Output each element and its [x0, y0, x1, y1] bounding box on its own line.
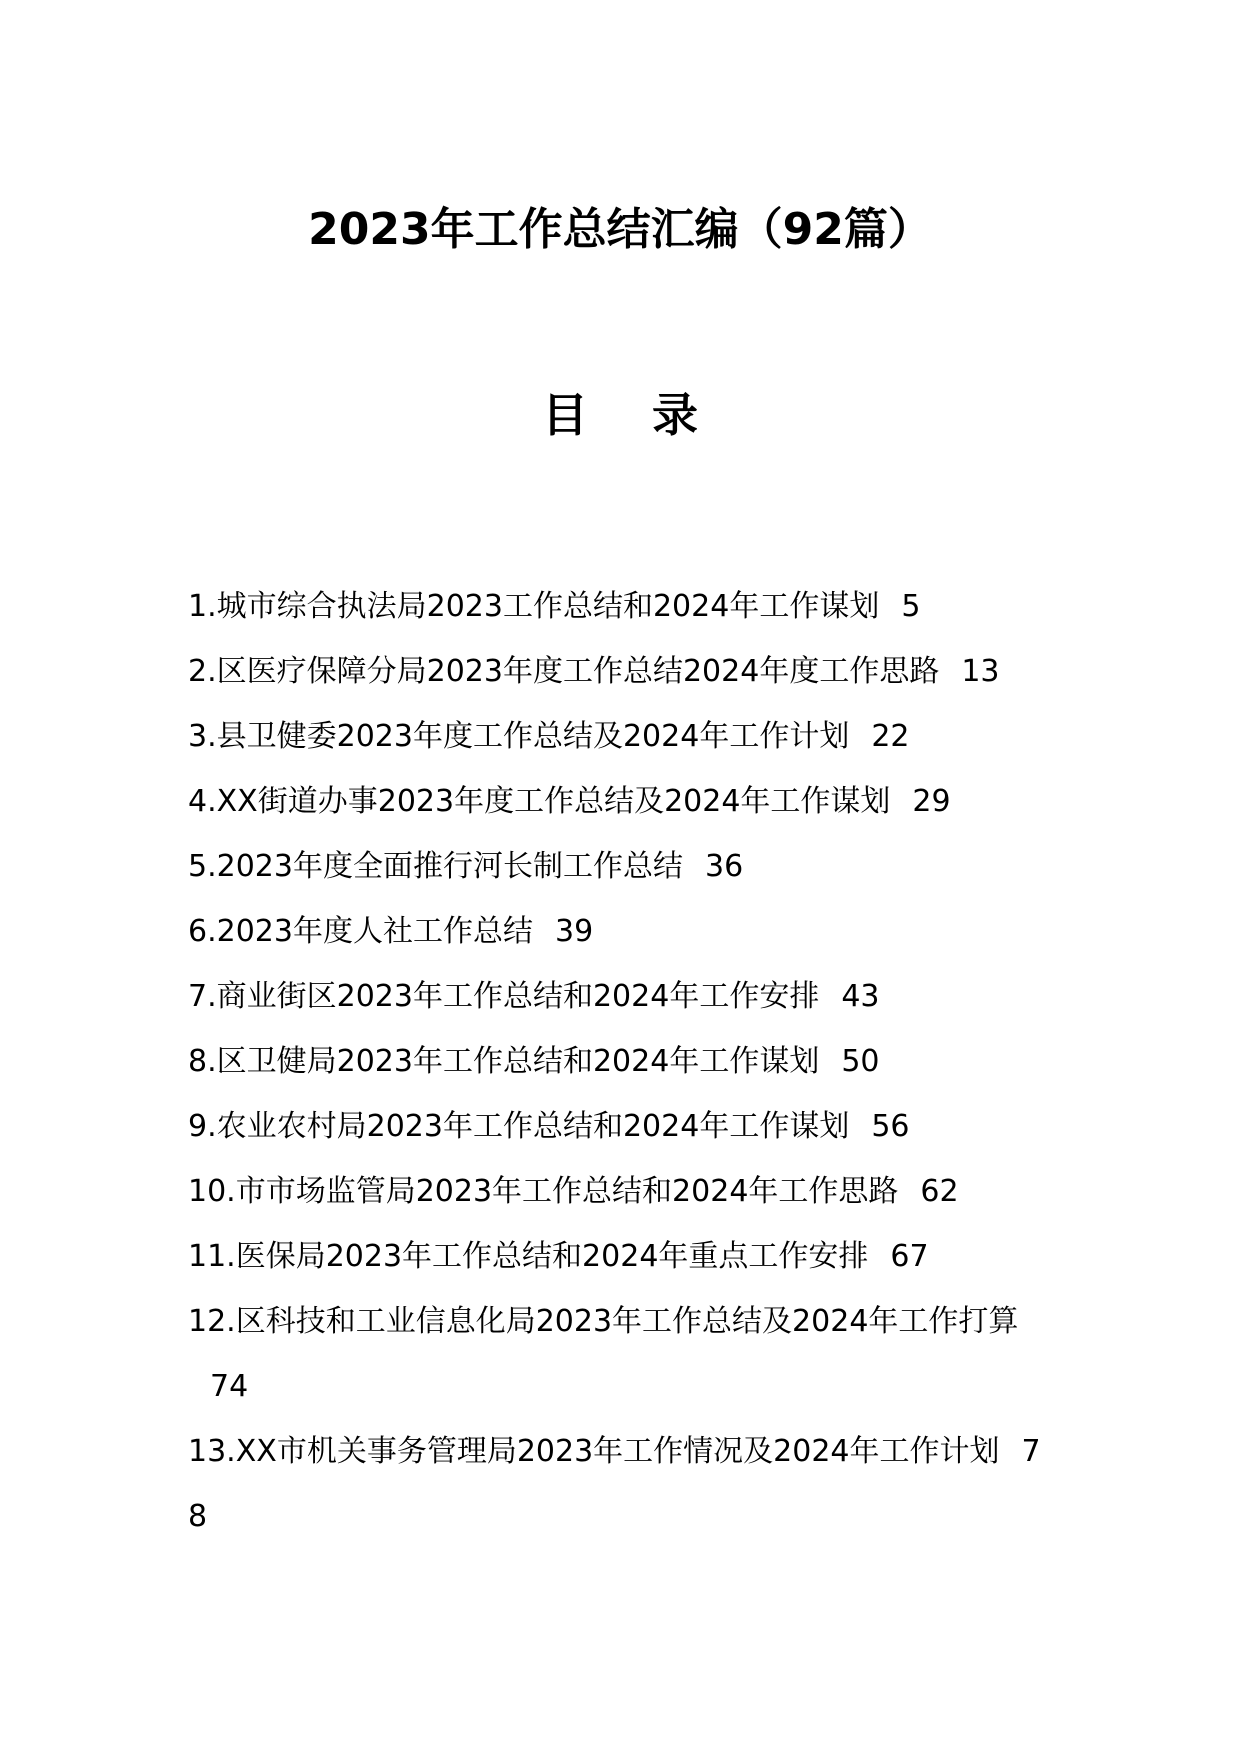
toc-item-label: 12.区科技和工业信息化局2023年工作总结及2024年工作打算 [188, 1304, 1019, 1339]
toc-item-page: 67 [890, 1239, 929, 1274]
toc-item-label: 7.商业街区2023年工作总结和2024年工作安排 [188, 979, 820, 1014]
toc-item-page: 39 [554, 914, 594, 949]
toc-item-page: 13 [961, 654, 1000, 689]
toc-item-page: 43 [841, 979, 880, 1014]
toc-item-page: 29 [912, 784, 951, 819]
toc-item-label: 4.XX街道办事2023年度工作总结及2024年工作谋划 [188, 784, 891, 819]
toc-heading: 目 录 [541, 388, 722, 442]
toc-item-label: 11.医保局2023年工作总结和2024年重点工作安排 [188, 1239, 869, 1274]
toc-item-page: 5 [901, 589, 921, 624]
toc-item[interactable] [188, 769, 1058, 834]
toc-item-label: 9.农业农村局2023年工作总结和2024年工作谋划 [188, 1109, 850, 1144]
toc-item-page: 78 [188, 1434, 1041, 1534]
toc-item-label: 1.城市综合执法局2023工作总结和2024年工作谋划 [188, 589, 880, 624]
toc-item[interactable] [188, 1029, 1058, 1094]
toc-item[interactable] [188, 1159, 1058, 1224]
toc-item-label: 10.市市场监管局2023年工作总结和2024年工作思路 [188, 1174, 899, 1209]
toc-item[interactable] [188, 1419, 1058, 1549]
toc-item-label: 13.XX市机关事务管理局2023年工作情况及2024年工作计划 [188, 1434, 1000, 1469]
toc-item[interactable] [188, 704, 1058, 769]
toc-item[interactable] [188, 899, 1058, 964]
toc-item-page: 50 [841, 1044, 880, 1079]
toc-item-label: 3.县卫健委2023年度工作总结及2024年工作计划 [188, 719, 850, 754]
toc-item[interactable] [188, 1289, 1058, 1419]
toc-item-label: 2.区医疗保障分局2023年度工作总结2024年度工作思路 [188, 654, 940, 689]
toc-item[interactable] [188, 574, 1058, 639]
toc-item[interactable] [188, 964, 1058, 1029]
document-title: 2023年工作总结汇编（92篇） [308, 204, 932, 255]
table-of-contents [188, 574, 1058, 1549]
toc-item-page: 56 [871, 1109, 910, 1144]
toc-item[interactable] [188, 1224, 1058, 1289]
toc-item-page: 36 [704, 849, 744, 884]
toc-item-label: 8.区卫健局2023年工作总结和2024年工作谋划 [188, 1044, 820, 1079]
toc-item-page: 22 [871, 719, 910, 754]
toc-item-label: 5.2023年度全面推行河长制工作总结 [188, 849, 683, 884]
toc-item-page: 62 [920, 1174, 959, 1209]
toc-item[interactable] [188, 834, 1058, 899]
toc-item-page: 74 [210, 1369, 249, 1404]
toc-item[interactable] [188, 639, 1058, 704]
toc-item[interactable] [188, 1094, 1058, 1159]
toc-item-label: 6.2023年度人社工作总结 [188, 914, 533, 949]
